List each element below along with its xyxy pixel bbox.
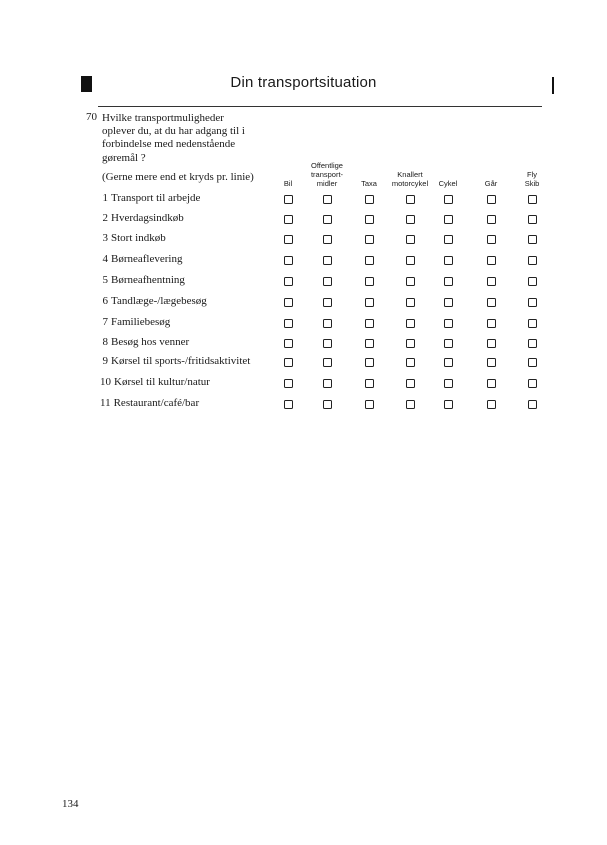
row-text: Besøg hos venner: [111, 336, 190, 348]
answer-checkbox[interactable]: [487, 235, 496, 244]
row-text: Børneaflevering: [111, 253, 183, 265]
column-header-line: Skib: [524, 179, 540, 188]
answer-checkbox[interactable]: [487, 319, 496, 328]
answer-checkbox[interactable]: [406, 319, 415, 328]
row-label: [100, 232, 166, 244]
row-number: 9: [102, 355, 108, 367]
answer-checkbox[interactable]: [406, 235, 415, 244]
answer-checkbox[interactable]: [487, 358, 496, 367]
answer-checkbox[interactable]: [365, 358, 374, 367]
answer-checkbox[interactable]: [323, 358, 332, 367]
row-label: [100, 376, 210, 388]
answer-checkbox[interactable]: [444, 379, 453, 388]
column-header: [311, 161, 343, 188]
row-number: 2: [102, 212, 108, 224]
column-header-line: Offentlige: [311, 161, 343, 170]
margin-bar: [552, 77, 554, 94]
answer-checkbox[interactable]: [406, 256, 415, 265]
answer-checkbox[interactable]: [528, 358, 537, 367]
row-text: Hverdagsindkøb: [111, 212, 184, 224]
row-label: [100, 355, 250, 367]
answer-checkbox[interactable]: [323, 379, 332, 388]
answer-checkbox[interactable]: [284, 195, 293, 204]
answer-checkbox[interactable]: [444, 319, 453, 328]
row-text: Kørsel til sports-/fritidsaktivitet: [111, 355, 251, 367]
row-number: 5: [102, 274, 108, 286]
answer-checkbox[interactable]: [323, 195, 332, 204]
row-number: 3: [102, 232, 108, 244]
row-number: 4: [102, 253, 108, 265]
answer-checkbox[interactable]: [487, 256, 496, 265]
answer-checkbox[interactable]: [487, 277, 496, 286]
answer-checkbox[interactable]: [406, 400, 415, 409]
answer-checkbox[interactable]: [444, 277, 453, 286]
answer-checkbox[interactable]: [528, 256, 537, 265]
column-header-line: Taxa: [361, 179, 377, 188]
row-text: Restaurant/café/bar: [113, 397, 200, 409]
row-label: [100, 295, 207, 307]
answer-checkbox[interactable]: [365, 298, 374, 307]
answer-checkbox[interactable]: [323, 319, 332, 328]
answer-checkbox[interactable]: [365, 400, 374, 409]
row-label: [100, 336, 189, 348]
answer-checkbox[interactable]: [284, 379, 293, 388]
question-line: gøremål ?: [102, 151, 146, 164]
column-header-line: transport-: [310, 170, 344, 179]
answer-checkbox[interactable]: [487, 195, 496, 204]
column-header-line: Cykel: [438, 179, 458, 188]
answer-checkbox[interactable]: [323, 400, 332, 409]
answer-checkbox[interactable]: [487, 339, 496, 348]
answer-checkbox[interactable]: [365, 339, 374, 348]
row-label: [100, 212, 184, 224]
row-label: [100, 274, 185, 286]
answer-checkbox[interactable]: [406, 277, 415, 286]
column-header: [284, 179, 292, 188]
answer-checkbox[interactable]: [528, 215, 537, 224]
row-number: 6: [102, 295, 108, 307]
answer-checkbox[interactable]: [528, 298, 537, 307]
answer-checkbox[interactable]: [284, 256, 293, 265]
answer-checkbox[interactable]: [284, 358, 293, 367]
row-number: 7: [102, 316, 108, 328]
answer-checkbox[interactable]: [444, 400, 453, 409]
row-text: Børneafhentning: [111, 274, 185, 286]
answer-checkbox[interactable]: [444, 256, 453, 265]
answer-checkbox[interactable]: [487, 400, 496, 409]
page-title: Din transportsituation: [230, 74, 377, 91]
row-text: Tandlæge-/lægebesøg: [111, 295, 207, 307]
row-label: [100, 397, 199, 409]
question-number: 70: [86, 111, 97, 123]
answer-checkbox[interactable]: [406, 195, 415, 204]
header-rule: [98, 106, 542, 107]
column-header: [392, 170, 428, 188]
answer-checkbox[interactable]: [528, 277, 537, 286]
column-header: [361, 179, 377, 188]
row-number: 8: [102, 336, 108, 348]
answer-checkbox[interactable]: [487, 215, 496, 224]
row-label: [100, 316, 170, 328]
answer-checkbox[interactable]: [365, 235, 374, 244]
row-label: [100, 253, 182, 265]
answer-checkbox[interactable]: [284, 400, 293, 409]
answer-checkbox[interactable]: [365, 195, 374, 204]
row-text: Transport til arbejde: [111, 192, 201, 204]
answer-checkbox[interactable]: [323, 215, 332, 224]
row-number: 11: [100, 397, 111, 409]
column-header-line: Knallert: [397, 170, 423, 179]
answer-checkbox[interactable]: [444, 298, 453, 307]
answer-checkbox[interactable]: [444, 339, 453, 348]
answer-checkbox[interactable]: [284, 215, 293, 224]
column-header-line: motorcykel: [391, 179, 429, 188]
answer-checkbox[interactable]: [323, 339, 332, 348]
answer-checkbox[interactable]: [284, 298, 293, 307]
answer-checkbox[interactable]: [365, 256, 374, 265]
answer-checkbox[interactable]: [365, 215, 374, 224]
column-header: [485, 179, 498, 188]
question-note: (Gerne mere end et kryds pr. linie): [102, 171, 254, 183]
answer-checkbox[interactable]: [284, 319, 293, 328]
answer-checkbox[interactable]: [284, 277, 293, 286]
answer-checkbox[interactable]: [528, 195, 537, 204]
row-text: Stort indkøb: [111, 232, 166, 244]
answer-checkbox[interactable]: [444, 358, 453, 367]
answer-checkbox[interactable]: [528, 235, 537, 244]
column-header-line: Bil: [283, 179, 293, 188]
column-header-line: Fly: [527, 170, 537, 179]
row-number: 1: [102, 192, 108, 204]
column-header: [525, 170, 540, 188]
answer-checkbox[interactable]: [406, 379, 415, 388]
row-text: Kørsel til kultur/natur: [114, 376, 210, 388]
answer-checkbox[interactable]: [323, 256, 332, 265]
answer-checkbox[interactable]: [323, 277, 332, 286]
answer-checkbox[interactable]: [365, 319, 374, 328]
answer-checkbox[interactable]: [444, 235, 453, 244]
answer-checkbox[interactable]: [528, 339, 537, 348]
column-header: [439, 179, 458, 188]
answer-checkbox[interactable]: [323, 298, 332, 307]
answer-checkbox[interactable]: [406, 298, 415, 307]
answer-checkbox[interactable]: [406, 358, 415, 367]
page-number: 134: [62, 798, 79, 810]
answer-checkbox[interactable]: [528, 400, 537, 409]
answer-checkbox[interactable]: [528, 379, 537, 388]
row-number: 10: [100, 376, 111, 388]
column-header-line: midler: [316, 179, 338, 188]
answer-checkbox[interactable]: [365, 277, 374, 286]
answer-checkbox[interactable]: [284, 339, 293, 348]
answer-checkbox[interactable]: [444, 195, 453, 204]
question-line: oplever du, at du har adgang til i: [102, 125, 245, 138]
row-text: Familiebesøg: [111, 316, 171, 328]
answer-checkbox[interactable]: [528, 319, 537, 328]
question-line: forbindelse med nedenstående: [102, 138, 236, 151]
answer-checkbox[interactable]: [406, 215, 415, 224]
answer-checkbox[interactable]: [444, 215, 453, 224]
question-text: [102, 112, 292, 165]
answer-checkbox[interactable]: [487, 379, 496, 388]
row-label: [100, 192, 200, 204]
column-header-line: Går: [484, 179, 498, 188]
question-line: Hvilke transportmuligheder: [102, 112, 224, 124]
answer-checkbox[interactable]: [406, 339, 415, 348]
answer-checkbox[interactable]: [487, 298, 496, 307]
answer-checkbox[interactable]: [365, 379, 374, 388]
answer-checkbox[interactable]: [284, 235, 293, 244]
answer-checkbox[interactable]: [323, 235, 332, 244]
